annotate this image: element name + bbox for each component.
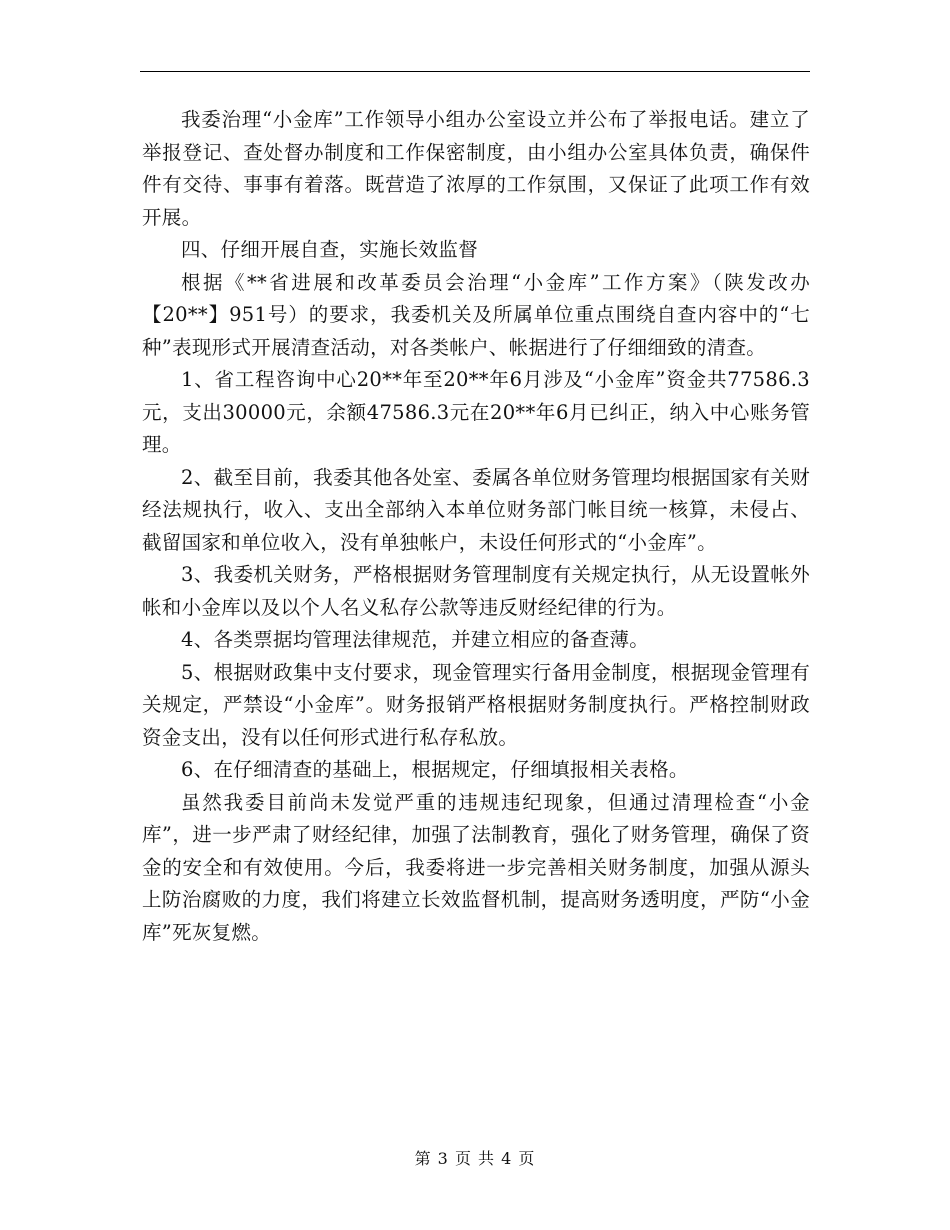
list-item-4: 4、各类票据均管理法律规范，并建立相应的备查薄。 [181,628,650,651]
paragraph-1: 我委治理“小金库”工作领导小组办公室设立并公布了举报电话。建立了举报登记、查处督办制度和工作保密制度，由小组办公室具体负责，确保件件有交待、事事有着落。既营造了浓厚的工作氛围，又保证了此项工作有效开展。 [142,108,810,229]
header-rule [140,71,810,72]
page-number: 第 3 页 共 4 页 [414,1149,536,1168]
conclusion-paragraph: 虽然我委目前尚未发觉严重的违规违纪现象，但通过清理检查“小金库”，进一步严肃了财经纪律，加强了法制教育，强化了财务管理，确保了资金的安全和有效使用。今后，我委将进一步完善相关财务制度，加强从源头上防治腐败的力度，我们将建立长效监督机制，提高财务透明度，严防“小金库”死灰复燃。 [142,790,810,944]
paragraph-2: 根据《**省进展和改革委员会治理“小金库”工作方案》（陕发改办【20**】951号）的要求，我委机关及所属单位重点围绕自查内容中的“七种”表现形式开展清查活动，对各类帐户、帐据进行了仔细细致的清查。 [142,270,810,359]
list-item-5: 5、根据财政集中支付要求，现金管理实行备用金制度，根据现金管理有关规定，严禁设“小金库”。财务报销严格根据财务制度执行。严格控制财政资金支出，没有以任何形式进行私存私放。 [142,660,810,749]
list-item-6: 6、在仔细清查的基础上，根据规定，仔细填报相关表格。 [181,758,689,781]
list-item-2: 2、截至目前，我委其他各处室、委属各单位财务管理均根据国家有关财经法规执行，收入、支出全部纳入本单位财务部门帐目统一核算，未侵占、截留国家和单位收入，没有单独帐户，未设任何形式的“小金库”。 [142,465,810,554]
document-body [142,104,810,949]
section-heading-4: 四、仔细开展自查，实施长效监督 [181,238,479,261]
list-item-3: 3、我委机关财务，严格根据财务管理制度有关规定执行，从无设置帐外帐和小金库以及以个人名义私存公款等违反财经纪律的行为。 [142,563,810,619]
list-item-1: 1、省工程咨询中心20**年至20**年6月涉及“小金库”资金共77586.3元，支出30000元，余额47586.3元在20**年6月已纠正，纳入中心账务管理。 [142,368,810,456]
